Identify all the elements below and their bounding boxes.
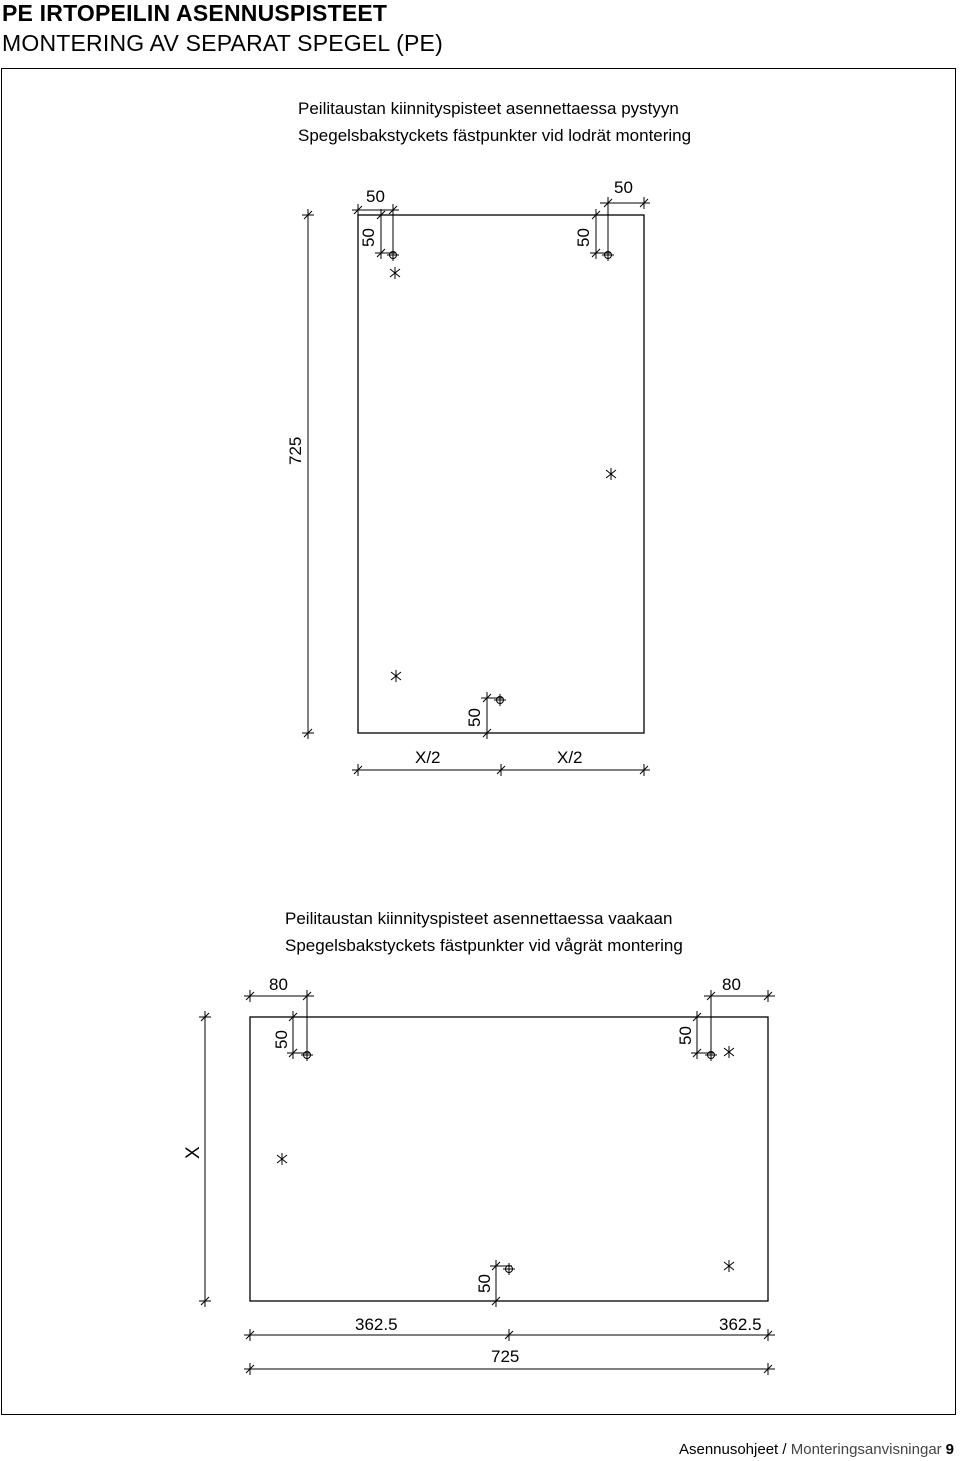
vertical-dim-top-right-label: 50 <box>614 178 633 197</box>
footer-label-fi: Asennusohjeet <box>678 1441 779 1458</box>
horizontal-dim-halves <box>244 1329 775 1341</box>
footer-separator: / <box>782 1441 787 1458</box>
mount-hole <box>494 694 506 706</box>
mount-hole-alt <box>277 1153 287 1165</box>
mount-hole-alt <box>724 1260 734 1272</box>
vertical-dim-side-right-label: 50 <box>574 228 593 247</box>
mount-hole-alt <box>606 468 616 480</box>
page-title-sv: MONTERING AV SEPARAT SPEGEL (PE) <box>2 30 443 56</box>
mount-hole <box>705 1049 717 1061</box>
horizontal-dim-height-label: X <box>183 1146 204 1159</box>
page-number: 9 <box>945 1441 954 1458</box>
mount-hole <box>503 1263 515 1275</box>
vertical-dim-height <box>302 209 314 739</box>
horizontal-dim-top-right-label: 80 <box>722 975 741 994</box>
mount-hole <box>387 249 399 261</box>
horizontal-mirror-outline <box>250 1017 768 1301</box>
horizontal-dim-bottom-center-label: 50 <box>475 1274 494 1293</box>
horizontal-caption-fi: Peilitaustan kiinnityspisteet asennettaessa vaakaan <box>285 909 673 928</box>
horizontal-dim-half-right-label: 362.5 <box>719 1315 762 1334</box>
footer-label-sv: Monteringsanvisningar <box>790 1441 942 1458</box>
mount-hole-alt <box>724 1046 734 1058</box>
vertical-dim-height-label: 725 <box>286 436 305 465</box>
vertical-dim-width <box>352 764 650 776</box>
vertical-mirror-outline <box>358 215 644 733</box>
vertical-dim-top-left-label: 50 <box>366 187 385 206</box>
mount-hole <box>602 249 614 261</box>
horizontal-dim-top-right <box>704 990 775 1055</box>
horizontal-dim-half-left-label: 362.5 <box>355 1315 398 1334</box>
mount-hole-alt <box>390 267 400 279</box>
horizontal-dim-side-left-label: 50 <box>272 1030 291 1049</box>
mount-hole-alt <box>391 670 401 682</box>
vertical-dim-half-left-label: X/2 <box>415 748 441 767</box>
horizontal-caption-sv: Spegelsbakstyckets fästpunkter vid vågrät montering <box>285 936 683 955</box>
horizontal-dim-side-right-label: 50 <box>676 1026 695 1045</box>
vertical-caption-fi: Peilitaustan kiinnityspisteet asennettaessa pystyyn <box>298 99 679 118</box>
mount-hole <box>301 1049 313 1061</box>
vertical-dim-side-left-label: 50 <box>359 228 378 247</box>
page-footer <box>679 1441 954 1458</box>
horizontal-dim-total-label: 725 <box>491 1347 520 1366</box>
vertical-caption-sv: Spegelsbakstyckets fästpunkter vid lodrät montering <box>298 126 692 145</box>
page-title-fi: PE IRTOPEILIN ASENNUSPISTEET <box>2 0 388 26</box>
vertical-dim-bottom-center-label: 50 <box>465 708 484 727</box>
vertical-dim-half-right-label: X/2 <box>557 748 583 767</box>
vertical-dim-top-right <box>600 197 650 255</box>
horizontal-dim-top-left-label: 80 <box>269 975 288 994</box>
